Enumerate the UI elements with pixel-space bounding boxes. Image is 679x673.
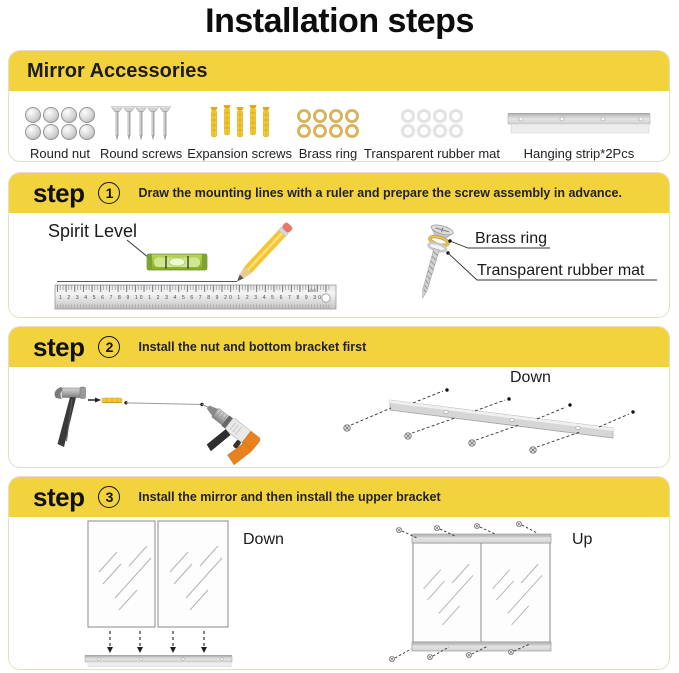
accessory-round-nut [25, 102, 95, 161]
spirit-level-icon [147, 254, 207, 270]
down-label: Down [243, 531, 284, 548]
step-word: step [33, 331, 85, 362]
accessory-label: Hanging strip*2Pcs [523, 146, 635, 161]
step-description: Draw the mounting lines with a ruler and prepare the screw assembly in advance. [138, 186, 622, 200]
step1-content [9, 213, 669, 318]
accessory-rubber-mat [364, 102, 500, 161]
anchor-icon [102, 398, 122, 403]
step-description: Install the mirror and then install the upper bracket [138, 490, 441, 504]
step2-header [9, 327, 669, 367]
hammer-icon [55, 387, 86, 447]
upper-bracket-icon [412, 534, 551, 543]
down-arrows [110, 631, 204, 647]
pencil-icon [233, 222, 293, 285]
up-label: Up [572, 531, 593, 548]
rubber-mat-label: Transparent rubber mat [477, 262, 645, 279]
accessory-hanging-strip [505, 102, 653, 161]
hanging-strip-icon [505, 106, 653, 140]
step-description: Install the nut and bottom bracket first [138, 340, 367, 354]
step1-header [9, 173, 669, 213]
accessory-expansion-screws [187, 102, 292, 161]
accessories-title: Mirror Accessories [27, 59, 208, 82]
bottom-strip-icon [85, 655, 232, 667]
down-label: Down [510, 369, 551, 386]
ruler-numbers: 1 2 3 4 5 6 7 8 9 10 1 2 3 4 5 6 7 8 9 20 1 2 3 4 5 6 7 8 9 30 [59, 295, 322, 301]
accessories-panel [8, 50, 670, 162]
ruler-brand: deli [309, 288, 317, 293]
step3-illustration [9, 517, 669, 670]
drill-icon [188, 401, 261, 468]
accessories-row [9, 91, 669, 161]
round-screws-icon [110, 104, 172, 142]
accessory-label: Round nut [30, 146, 90, 161]
step-number-badge: 2 [98, 336, 120, 358]
accessory-label: Expansion screws [187, 146, 293, 161]
ruler-icon [55, 285, 336, 309]
accessory-label: Transparent rubber mat [363, 146, 500, 161]
brass-ring-icon [297, 109, 359, 138]
accessory-label: Brass ring [298, 146, 358, 161]
page-title: Installation steps [205, 2, 474, 40]
step1-panel [8, 172, 670, 318]
rubber-mat-icon [401, 109, 463, 138]
step-word: step [33, 177, 85, 208]
accessory-label: Round screws [99, 146, 183, 161]
accessory-brass-ring [297, 102, 359, 161]
mirrors-down-icon [88, 521, 228, 627]
screw-assembly-icon [412, 223, 455, 301]
spirit-level-label: Spirit Level [48, 221, 138, 241]
step-word: step [33, 481, 85, 512]
accessories-header [9, 51, 669, 91]
bottom-bracket-icon [390, 400, 613, 438]
step-number-badge: 1 [98, 182, 120, 204]
round-nut-icon [25, 107, 95, 140]
step3-panel [8, 476, 670, 670]
step2-content [9, 367, 669, 468]
step3-header [9, 477, 669, 517]
step-number-badge: 3 [98, 486, 120, 508]
step2-panel [8, 326, 670, 468]
brass-ring-label: Brass ring [475, 230, 548, 247]
expansion-screws-icon [207, 104, 273, 142]
step2-illustration [9, 367, 669, 468]
step3-content [9, 517, 669, 670]
mirrors-up-icon [412, 534, 551, 651]
accessory-round-screws [100, 102, 182, 161]
